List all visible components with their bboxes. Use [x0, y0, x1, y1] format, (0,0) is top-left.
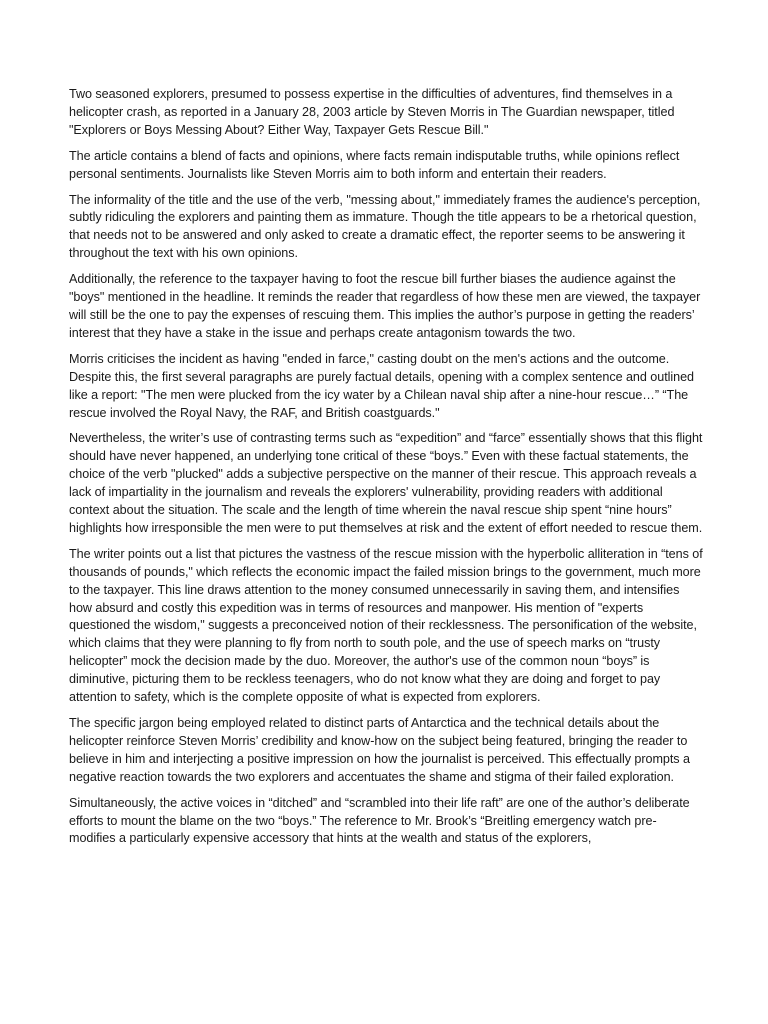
paragraph-intro: Two seasoned explorers, presumed to possess expertise in the difficulties of adventures, find themselves in a helicopter crash, as reported in a January 28, 2003 article by Steven Morris in The Guardian newspaper, titled "Explorers or Boys Messing About? Either Way, Taxpayer Gets Rescue Bill.": [69, 87, 675, 137]
paragraph-farce: Morris criticises the incident as having "ended in farce," casting doubt on the men's actions and the outcome. Despite this, the first several paragraphs are purely factual details, opening with a complex sentence and outlined like a report: "The men were plucked from the icy water by a Chilean naval ship after a nine-hour rescue…” “The rescue involved the Royal Navy, the RAF, and British coastguards.": [69, 351, 695, 420]
paragraph-contrasting-terms: Nevertheless, the writer’s use of contrasting terms such as “expedition” and “farce” essentially shows that this flight should have never happened, an underlying tone critical of these “boys.” Even with these factual statements, the choice of the verb "plucked" adds a subjective perspective on the manner of their rescue. This approach reveals a lack of impartiality in the journalism and reveals the explorers' vulnerability, providing readers with additional context about the situation. The scale and the length of time wherein the naval rescue ship spent “nine hours” highlights how irresponsible the men were to put themselves at risk and the extent of effort needed to rescue them.: [69, 431, 703, 535]
paragraph-rescue-list: The writer points out a list that pictures the vastness of the rescue mission with the hyperbolic alliteration in “tens of thousands of pounds," which reflects the economic impact the failed mission brings to the government, much more to the taxpayer. This line draws attention to the money consumed unnecessarily in saving them, and intensifies how absurd and costly this expedition was in terms of resources and manpower. His mention of "experts questioned the wisdom," suggests a preconceived notion of their recklessness. The personification of the website, which claims that they were planning to fly from north to south pole, and the use of speech marks on “trusty helicopter” mock the decision made by the duo. Moreover, the author's use of the common noun “boys” is diminutive, picturing them to be reckless teenagers, who do not know what they are doing and forget to pay attention to safety, which is the complete opposite of what is expected from explorers.: [69, 546, 703, 705]
paragraph-facts-opinions: The article contains a blend of facts and opinions, where facts remain indisputable truths, while opinions reflect personal sentiments. Journalists like Steven Morris aim to both inform and entertain their readers.: [69, 148, 680, 181]
document-page: [69, 86, 703, 856]
paragraph-taxpayer-bias: Additionally, the reference to the taxpayer having to foot the rescue bill further biases the audience against the "boys" mentioned in the headline. It reminds the reader that regardless of how these men are viewed, the taxpayer will still be the one to pay the expenses of rescuing them. This implies the author’s purpose in getting the readers’ interest that they have a stake in the issue and perhaps create antagonism towards the two.: [69, 272, 701, 340]
paragraph-title-informality: The informality of the title and the use of the verb, "messing about," immediately frames the audience's perception, subtly ridiculing the explorers and painting them as immature. Though the title appears to be a rhetorical question, that needs not to be answered and only asked to create a dramatic effect, the reporter seems to be answering it throughout the text with his own opinions.: [69, 192, 701, 261]
paragraph-jargon: The specific jargon being employed related to distinct parts of Antarctica and the technical details about the helicopter reinforce Steven Morris’ credibility and know-how on the subject being featured, bringing the reader to believe in him and interjecting a positive impression on how the journalist is perceived. This effectually prompts a negative reaction towards the two explorers and accentuates the shame and stigma of their failed exploration.: [69, 716, 690, 784]
paragraph-active-voices: Simultaneously, the active voices in “ditched” and “scrambled into their life raft” are one of the author’s deliberate efforts to mount the blame on the two “boys.” The reference to Mr. Brook’s “Breitling emergency watch pre-modifies a particularly expensive accessory that hints at the wealth and status of the explorers,: [69, 795, 690, 846]
